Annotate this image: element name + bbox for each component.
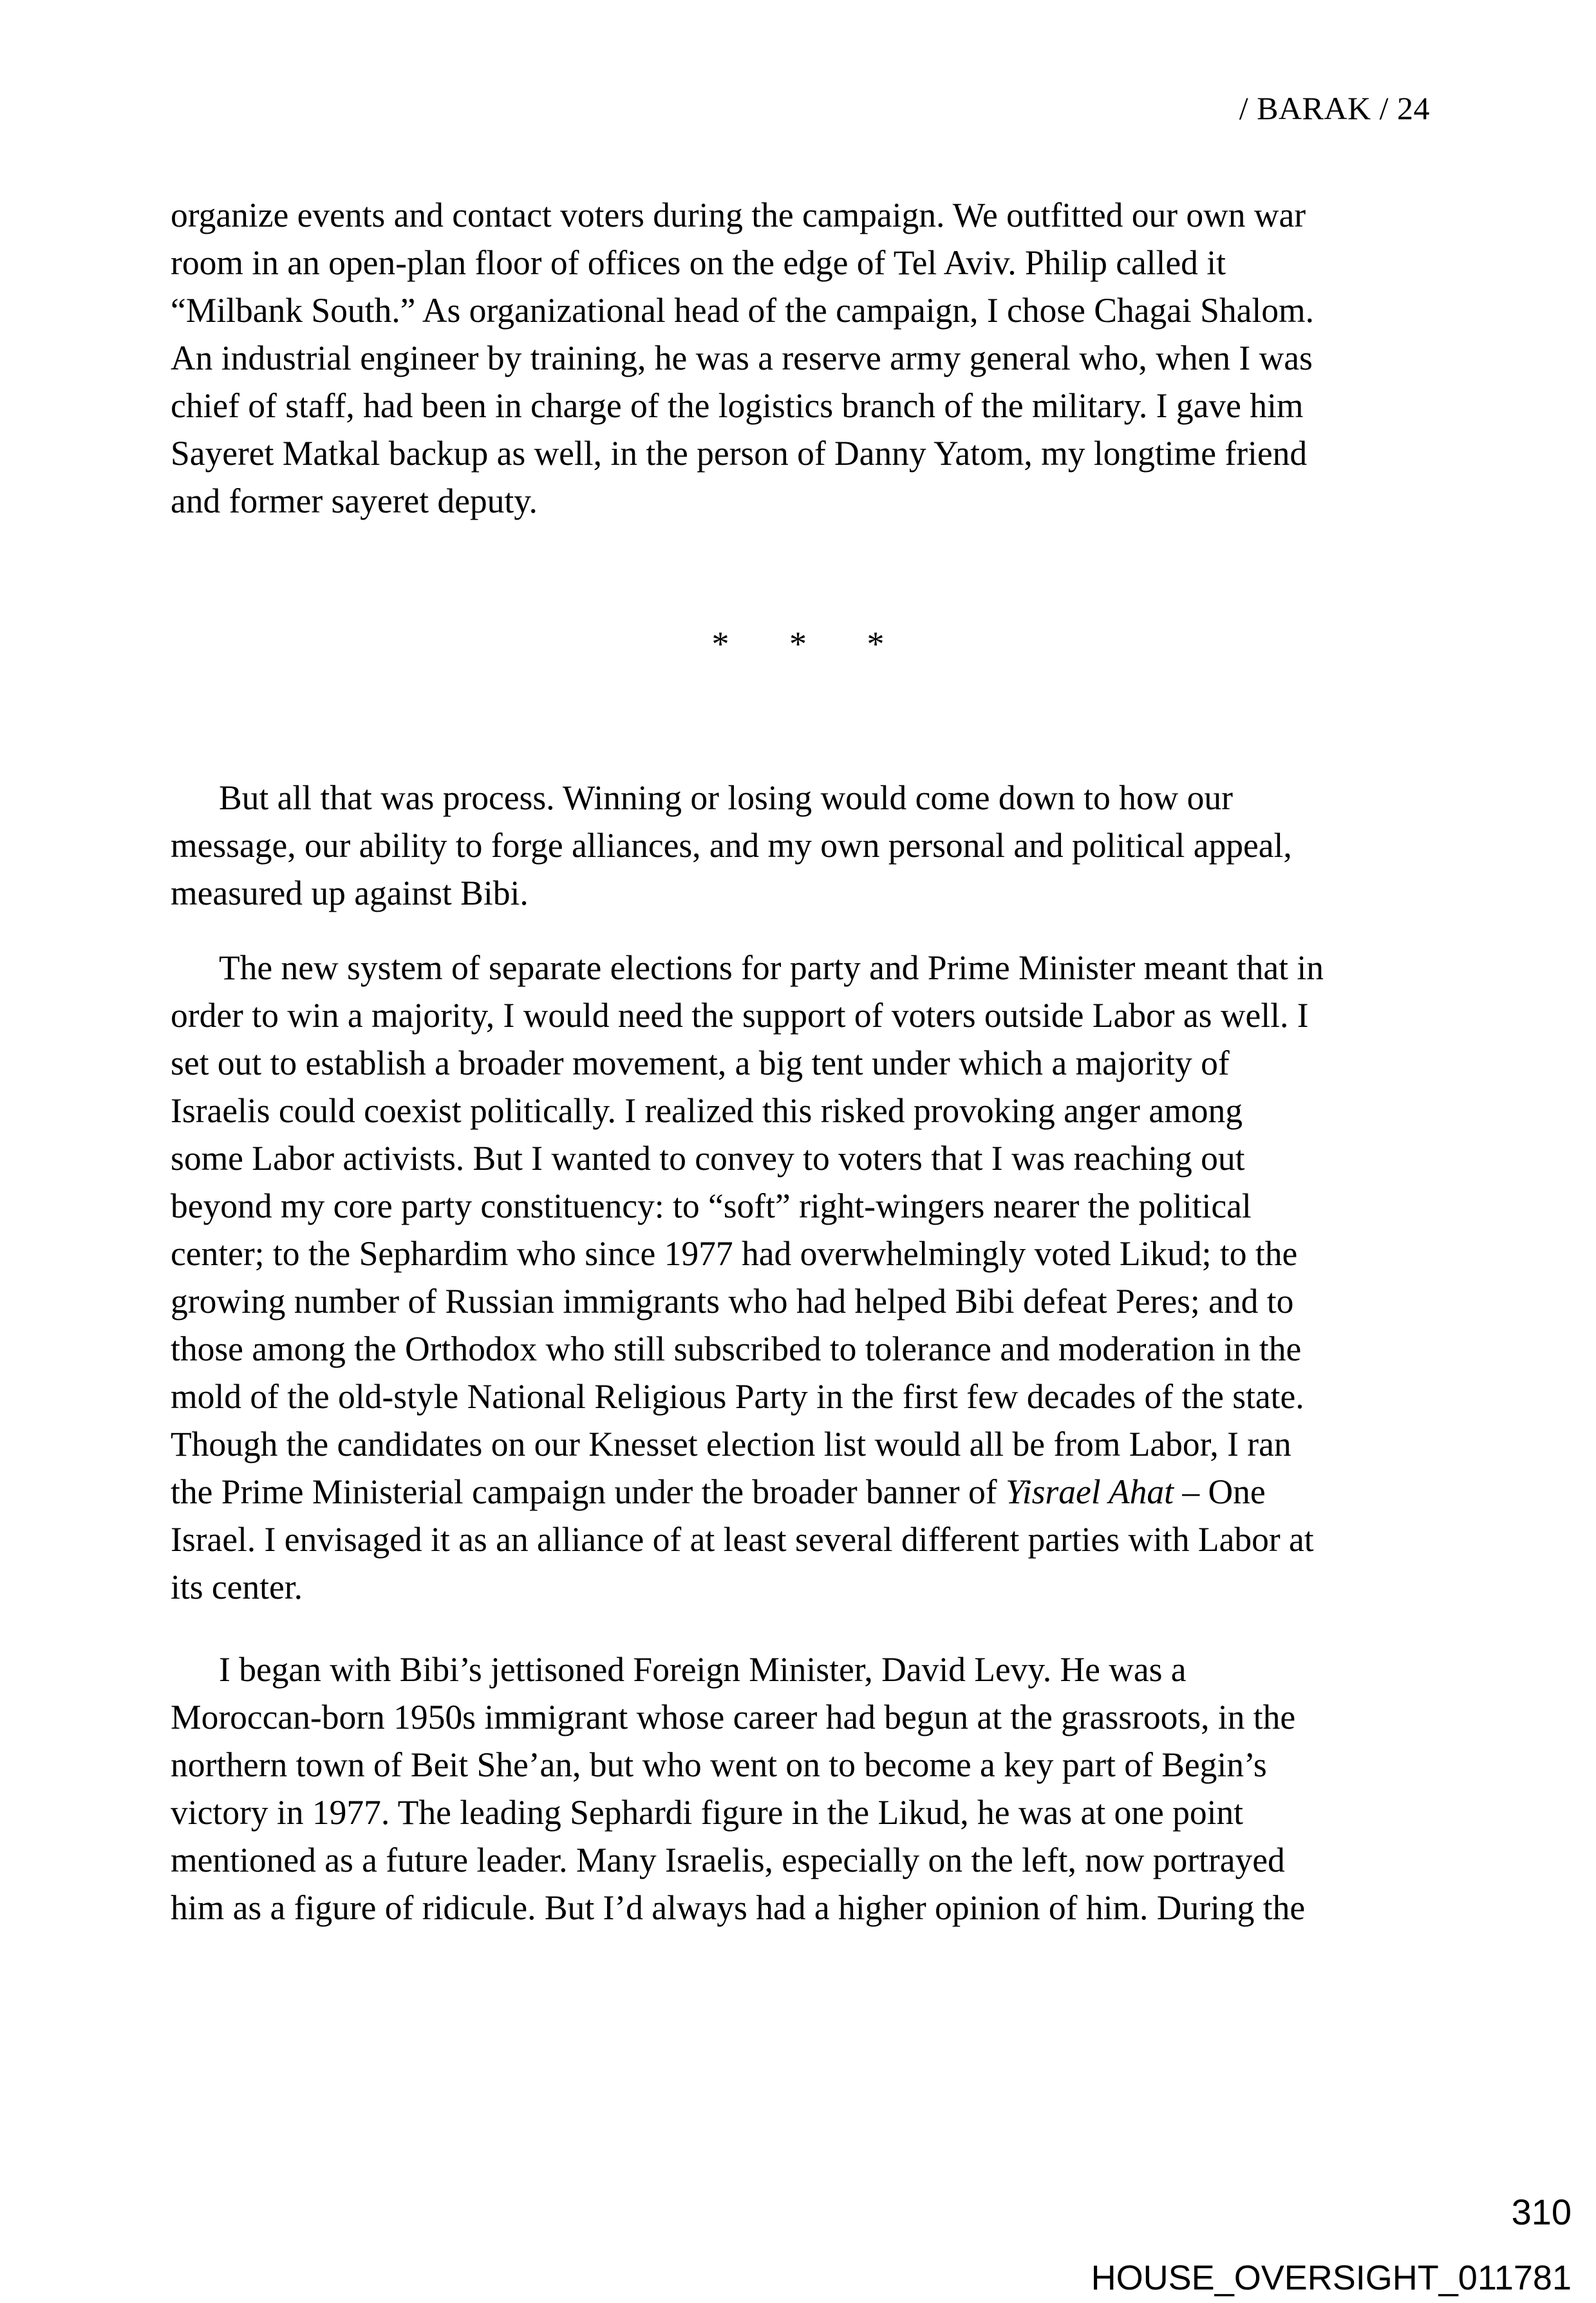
text-line: set out to establish a broader movement, a big tent under which a majority of [171,1044,1230,1082]
text-line: mold of the old-style National Religious Party in the first few decades of the state. [171,1377,1304,1416]
text-line: message, our ability to forge alliances, and my own personal and political appeal, [171,826,1292,865]
text-line: its center. [171,1568,303,1606]
text-line: Israel. I envisaged it as an alliance of at least several different parties with Labor at [171,1520,1314,1559]
text-line: victory in 1977. The leading Sephardi figure in the Likud, he was at one point [171,1793,1244,1832]
text-line: him as a figure of ridicule. But I’d always had a higher opinion of him. During the [171,1888,1306,1927]
text-line: center; to the Sephardim who since 1977 had overwhelmingly voted Likud; to the [171,1234,1298,1273]
text-line: those among the Orthodox who still subscribed to tolerance and moderation in the [171,1330,1302,1368]
text-line: room in an open-plan floor of offices on the edge of Tel Aviv. Philip called it [171,243,1226,282]
asterisk-icon: * [711,625,729,663]
text-line: order to win a majority, I would need the support of voters outside Labor as well. I [171,996,1309,1035]
section-break [0,625,1596,663]
text-line: An industrial engineer by training, he was a reserve army general who, when I was [171,339,1313,377]
text-line: Israelis could coexist politically. I realized this risked provoking anger among [171,1091,1243,1130]
text-fragment: the Prime Ministerial campaign under the broader banner of [171,1472,1006,1511]
text-fragment: – One [1174,1472,1266,1511]
text-line: and former sayeret deputy. [171,482,538,520]
text-line: But all that was process. Winning or losing would come down to how our [219,778,1233,817]
text-line: Moroccan-born 1950s immigrant whose career had begun at the grassroots, in the [171,1698,1296,1736]
asterisk-icon: * [789,625,807,663]
text-line: mentioned as a future leader. Many Israelis, especially on the left, now portrayed [171,1841,1285,1879]
paragraph [171,774,1432,917]
text-line: beyond my core party constituency: to “soft” right-wingers nearer the political [171,1187,1252,1225]
paragraph-continuation [171,191,1432,525]
text-line: I began with Bibi’s jettisoned Foreign Minister, David Levy. He was a [219,1650,1187,1689]
page-number: 310 [1511,2192,1572,2232]
text-line: “Milbank South.” As organizational head of the campaign, I chose Chagai Shalom. [171,291,1314,330]
paragraph [171,1646,1432,1932]
text-line: growing number of Russian immigrants who had helped Bibi defeat Peres; and to [171,1282,1294,1321]
asterisk-icon: * [867,625,885,663]
text-line: The new system of separate elections for party and Prime Minister meant that in [219,948,1324,987]
italic-term: Yisrael Ahat [1005,1472,1174,1511]
text-line [171,1468,1432,1516]
running-head: / BARAK / 24 [1239,90,1430,126]
paragraph [171,944,1432,1611]
text-line: measured up against Bibi. [171,874,529,912]
text-line: northern town of Beit She’an, but who went on to become a key part of Begin’s [171,1745,1267,1784]
text-line: Though the candidates on our Knesset election list would all be from Labor, I ran [171,1425,1291,1463]
text-line: organize events and contact voters during the campaign. We outfitted our own war [171,196,1306,234]
text-line: Sayeret Matkal backup as well, in the person of Danny Yatom, my longtime friend [171,434,1308,473]
bates-number: HOUSE_OVERSIGHT_011781 [1091,2259,1572,2297]
text-line: some Labor activists. But I wanted to convey to voters that I was reaching out [171,1139,1245,1178]
text-line: chief of staff, had been in charge of the logistics branch of the military. I gave him [171,386,1304,425]
